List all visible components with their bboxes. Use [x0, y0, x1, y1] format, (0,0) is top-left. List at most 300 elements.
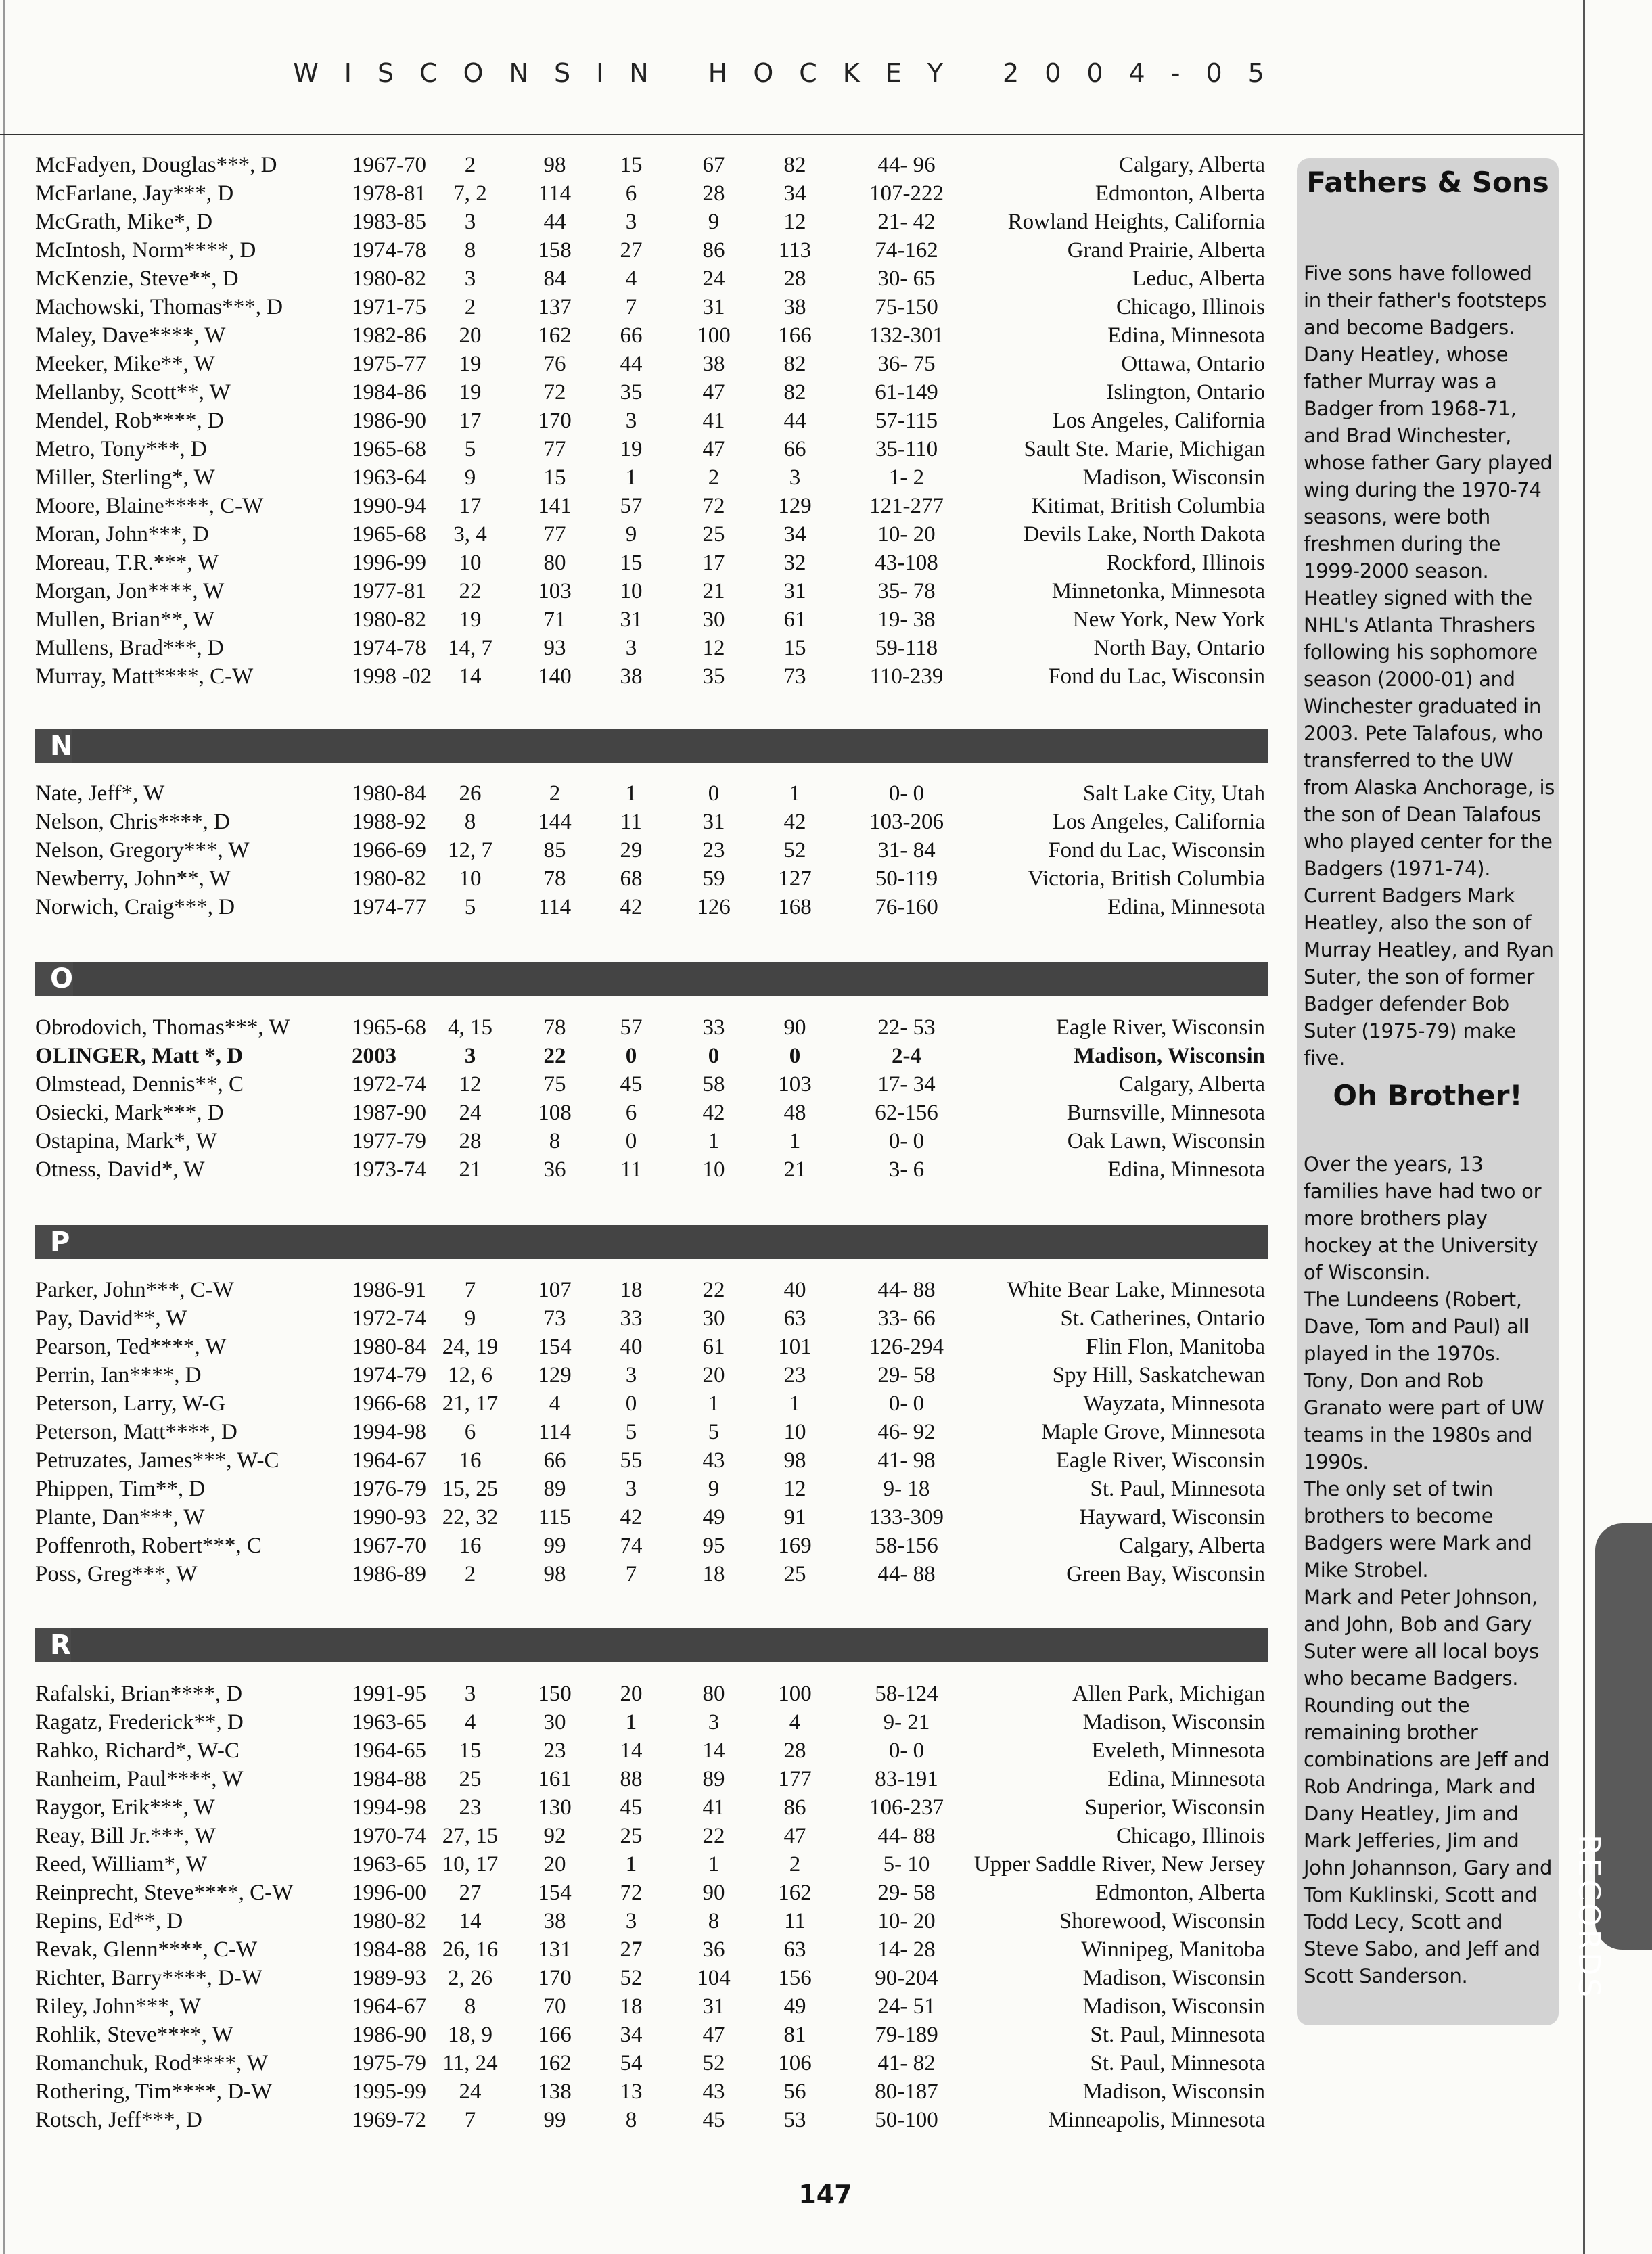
points: 28	[783, 1739, 806, 1763]
goals: 66	[620, 323, 643, 348]
assists: 5	[708, 1420, 720, 1444]
points: 3	[789, 465, 801, 490]
years: 1965-68	[352, 1015, 426, 1040]
hometown: North Bay, Ontario	[1093, 636, 1265, 660]
hometown: Rowland Heights, California	[1007, 210, 1265, 234]
years: 1990-93	[352, 1505, 426, 1530]
player-name: Reinprecht, Steve****, C-W	[35, 1881, 294, 1905]
games-played: 80	[543, 551, 566, 575]
points: 0	[789, 1044, 801, 1068]
points: 166	[778, 323, 812, 348]
games-played: 8	[549, 1129, 561, 1153]
years: 1978-81	[352, 181, 426, 206]
points: 1	[789, 1392, 801, 1416]
years: 1988-92	[352, 810, 426, 834]
goals: 72	[620, 1881, 643, 1905]
assists: 35	[702, 664, 725, 689]
games-played: 77	[543, 437, 566, 461]
hometown: Leduc, Alberta	[1132, 267, 1265, 291]
hometown: Eagle River, Wisconsin	[1055, 1015, 1265, 1040]
points: 169	[778, 1534, 812, 1558]
goals: 31	[620, 607, 643, 632]
table-row	[0, 2021, 1285, 2049]
years: 1972-74	[352, 1306, 426, 1331]
games-played: 77	[543, 522, 566, 547]
hometown: Madison, Wisconsin	[1082, 1710, 1265, 1734]
player-name: Metro, Tony***, D	[35, 437, 207, 461]
assists: 22	[702, 1824, 725, 1848]
goals: 40	[620, 1335, 643, 1359]
penalties: 44- 88	[877, 1562, 936, 1586]
points: 1	[789, 1129, 801, 1153]
goals: 14	[620, 1739, 643, 1763]
points: 52	[783, 838, 806, 862]
player-name: Reed, William*, W	[35, 1852, 208, 1877]
years: 1990-94	[352, 494, 426, 518]
games-played: 115	[538, 1505, 572, 1530]
years: 1970-74	[352, 1824, 426, 1848]
player-name: Reay, Bill Jr.***, W	[35, 1824, 216, 1848]
player-name: Moore, Blaine****, C-W	[35, 494, 264, 518]
penalties: 121-277	[869, 494, 944, 518]
letters: 16	[459, 1448, 482, 1473]
letters: 7, 2	[453, 181, 487, 206]
penalties: 50-119	[875, 867, 938, 891]
table-row	[0, 264, 1285, 293]
goals: 3	[625, 636, 637, 660]
games-played: 138	[538, 2079, 572, 2104]
penalties: 50-100	[875, 2108, 938, 2132]
goals: 0	[625, 1129, 637, 1153]
games-played: 107	[538, 1278, 572, 1302]
hometown: Madison, Wisconsin	[1082, 2079, 1265, 2104]
table-row	[0, 1389, 1285, 1418]
player-name: Richter, Barry****, D-W	[35, 1966, 262, 1990]
hometown: Grand Prairie, Alberta	[1067, 238, 1265, 262]
hometown: Calgary, Alberta	[1119, 1072, 1265, 1097]
games-played: 108	[538, 1101, 572, 1125]
section-bar-n	[35, 729, 1268, 763]
player-name: Peterson, Larry, W-G	[35, 1392, 226, 1416]
years: 1977-81	[352, 579, 426, 603]
games-played: 20	[543, 1852, 566, 1877]
player-name: Phippen, Tim**, D	[35, 1477, 206, 1501]
goals: 27	[620, 238, 643, 262]
games-played: 73	[543, 1306, 566, 1331]
years: 1966-69	[352, 838, 426, 862]
points: 44	[783, 409, 806, 433]
section-letter: R	[35, 1628, 71, 1662]
goals: 25	[620, 1824, 643, 1848]
letters: 2	[464, 295, 476, 319]
letters: 6	[464, 1420, 476, 1444]
penalties: 58-124	[875, 1682, 938, 1706]
player-name: Miller, Sterling*, W	[35, 465, 215, 490]
goals: 1	[625, 781, 637, 806]
assists: 24	[702, 267, 725, 291]
assists: 47	[702, 380, 725, 405]
years: 1975-79	[352, 2051, 426, 2075]
player-name: Moran, John***, D	[35, 522, 209, 547]
hometown: Upper Saddle River, New Jersey	[973, 1852, 1265, 1877]
table-row	[0, 1879, 1285, 1907]
penalties: 83-191	[875, 1767, 938, 1791]
section-letter: O	[35, 962, 73, 996]
hometown: Wayzata, Minnesota	[1083, 1392, 1265, 1416]
player-name: McKenzie, Steve**, D	[35, 267, 239, 291]
hometown: Ottawa, Ontario	[1121, 352, 1265, 376]
player-name: Nate, Jeff*, W	[35, 781, 165, 806]
goals: 1	[625, 1852, 637, 1877]
table-row	[0, 1276, 1285, 1304]
table-row	[0, 1304, 1285, 1333]
games-played: 114	[538, 895, 572, 919]
games-played: 103	[538, 579, 572, 603]
letters: 4	[464, 1710, 476, 1734]
player-name: Otness, David*, W	[35, 1157, 205, 1182]
player-name: McFarlane, Jay***, D	[35, 181, 234, 206]
letters: 19	[459, 380, 482, 405]
table-row	[0, 1042, 1285, 1070]
fathers-sons-text: Five sons have followed in their father's footsteps and become Badgers. Dany Heatley, whose father Murray was a Badger from 1968-71, and Brad Winchester, whose father Gary played wing during the 1970-74 seasons, were both freshmen during the 1999-2000 season. Heatley signed with the NHL's Atlanta Thrashers following his sophomore season (2000-01) and Winchester graduated in 2003. Pete Talafous, who transferred to the UW from Alaska Anchorage, is the son of Dean Talafous who played center for the Badgers (1971-74). Current Badgers Mark Heatley, also the son of Murray Heatley, and Ryan Suter, the son of former Badger defender Bob Suter (1975-79) make five.	[1304, 262, 1555, 1070]
penalties: 0- 0	[888, 1129, 925, 1153]
hometown: Salt Lake City, Utah	[1082, 781, 1265, 806]
years: 1964-65	[352, 1739, 426, 1763]
goals: 3	[625, 409, 637, 433]
hometown: Kitimat, British Columbia	[1031, 494, 1265, 518]
years: 1996-00	[352, 1881, 426, 1905]
goals: 74	[620, 1534, 643, 1558]
games-played: 71	[543, 607, 566, 632]
penalties: 35-110	[875, 437, 938, 461]
letters: 24, 19	[442, 1335, 499, 1359]
games-played: 162	[538, 323, 572, 348]
points: 90	[783, 1015, 806, 1040]
games-played: 78	[543, 867, 566, 891]
points: 32	[783, 551, 806, 575]
penalties: 10- 20	[877, 522, 936, 547]
hometown: Oak Lawn, Wisconsin	[1067, 1129, 1265, 1153]
letters: 5	[464, 895, 476, 919]
goals: 9	[625, 522, 637, 547]
goals: 45	[620, 1795, 643, 1820]
games-played: 141	[538, 494, 572, 518]
player-name: Revak, Glenn****, C-W	[35, 1937, 258, 1962]
player-name: Ranheim, Paul****, W	[35, 1767, 244, 1791]
assists: 31	[702, 295, 725, 319]
games-played: 144	[538, 810, 572, 834]
years: 1995-99	[352, 2079, 426, 2104]
table-row	[0, 179, 1285, 208]
table-row	[0, 1155, 1285, 1184]
goals: 3	[625, 1477, 637, 1501]
years: 1967-70	[352, 1534, 426, 1558]
player-name: McGrath, Mike*, D	[35, 210, 213, 234]
games-played: 66	[543, 1448, 566, 1473]
hometown: Chicago, Illinois	[1116, 295, 1265, 319]
assists: 17	[702, 551, 725, 575]
goals: 18	[620, 1994, 643, 2019]
goals: 57	[620, 494, 643, 518]
letters: 27	[459, 1881, 482, 1905]
assists: 22	[702, 1278, 725, 1302]
letters: 14	[459, 664, 482, 689]
assists: 9	[708, 1477, 720, 1501]
penalties: 57-115	[875, 409, 938, 433]
penalties: 44- 96	[877, 153, 936, 177]
years: 1980-82	[352, 267, 426, 291]
assists: 0	[708, 1044, 720, 1068]
player-name: Newberry, John**, W	[35, 867, 231, 891]
years: 1973-74	[352, 1157, 426, 1182]
letters: 22, 32	[442, 1505, 499, 1530]
points: 15	[783, 636, 806, 660]
letters: 15	[459, 1739, 482, 1763]
player-name: Ostapina, Mark*, W	[35, 1129, 217, 1153]
hometown: White Bear Lake, Minnesota	[1007, 1278, 1265, 1302]
hometown: Fond du Lac, Wisconsin	[1048, 664, 1265, 689]
points: 61	[783, 607, 806, 632]
records-section-tab	[1571, 1523, 1652, 2000]
letters: 15, 25	[442, 1477, 499, 1501]
assists: 100	[697, 323, 731, 348]
hometown: Hayward, Wisconsin	[1079, 1505, 1265, 1530]
table-row	[0, 1013, 1285, 1042]
games-played: 2	[549, 781, 561, 806]
assists: 3	[708, 1710, 720, 1734]
hometown: Edina, Minnesota	[1107, 1767, 1265, 1791]
hometown: Los Angeles, California	[1052, 810, 1265, 834]
table-row	[0, 236, 1285, 264]
assists: 59	[702, 867, 725, 891]
assists: 2	[708, 465, 720, 490]
assists: 0	[708, 781, 720, 806]
penalties: 79-189	[875, 2023, 938, 2047]
letters: 3	[464, 1044, 476, 1068]
letters: 17	[459, 409, 482, 433]
points: 40	[783, 1278, 806, 1302]
player-name: Olmstead, Dennis**, C	[35, 1072, 244, 1097]
goals: 3	[625, 210, 637, 234]
hometown: Edina, Minnesota	[1107, 895, 1265, 919]
table-row	[0, 808, 1285, 836]
table-row	[0, 2106, 1285, 2134]
player-name: Poss, Greg***, W	[35, 1562, 198, 1586]
penalties: 10- 20	[877, 1909, 936, 1933]
section-letter: P	[35, 1225, 70, 1259]
games-played: 158	[538, 238, 572, 262]
penalties: 58-156	[875, 1534, 938, 1558]
table-row	[0, 605, 1285, 634]
years: 1998 -02	[352, 664, 432, 689]
games-played: 98	[543, 1562, 566, 1586]
hometown: St. Paul, Minnesota	[1090, 2023, 1265, 2047]
letters: 9	[464, 465, 476, 490]
points: 113	[778, 238, 812, 262]
hometown: Burnsville, Minnesota	[1066, 1101, 1265, 1125]
games-played: 99	[543, 2108, 566, 2132]
penalties: 59-118	[875, 636, 938, 660]
letters: 3	[464, 267, 476, 291]
assists: 25	[702, 522, 725, 547]
section-bar-o	[35, 962, 1268, 996]
hometown: Minneapolis, Minnesota	[1048, 2108, 1265, 2132]
years: 1980-84	[352, 1335, 426, 1359]
hometown: Madison, Wisconsin	[1073, 1044, 1265, 1068]
goals: 45	[620, 1072, 643, 1097]
years: 1969-72	[352, 2108, 426, 2132]
years: 1963-65	[352, 1710, 426, 1734]
penalties: 103-206	[869, 810, 944, 834]
hometown: Madison, Wisconsin	[1082, 465, 1265, 490]
letters: 20	[459, 323, 482, 348]
player-name: Peterson, Matt****, D	[35, 1420, 237, 1444]
assists: 36	[702, 1937, 725, 1962]
assists: 49	[702, 1505, 725, 1530]
years: 1984-86	[352, 380, 426, 405]
games-played: 89	[543, 1477, 566, 1501]
years: 1984-88	[352, 1937, 426, 1962]
games-played: 22	[543, 1044, 566, 1068]
penalties: 74-162	[875, 238, 938, 262]
points: 82	[783, 352, 806, 376]
page-number: 147	[798, 2180, 852, 2209]
points: 86	[783, 1795, 806, 1820]
goals: 15	[620, 551, 643, 575]
goals: 34	[620, 2023, 643, 2047]
hometown: Allen Park, Michigan	[1072, 1682, 1265, 1706]
years: 1994-98	[352, 1420, 426, 1444]
sidebar-box	[1297, 158, 1559, 2025]
table-row	[0, 1850, 1285, 1879]
games-played: 98	[543, 153, 566, 177]
years: 1966-68	[352, 1392, 426, 1416]
table-row	[0, 1333, 1285, 1361]
points: 10	[783, 1420, 806, 1444]
table-row	[0, 577, 1285, 605]
assists: 72	[702, 494, 725, 518]
games-played: 44	[543, 210, 566, 234]
goals: 1	[625, 1710, 637, 1734]
player-name: Osiecki, Mark***, D	[35, 1101, 224, 1125]
assists: 52	[702, 2051, 725, 2075]
table-row	[0, 1736, 1285, 1765]
years: 1986-90	[352, 409, 426, 433]
assists: 23	[702, 838, 725, 862]
hometown: Edina, Minnesota	[1107, 323, 1265, 348]
goals: 68	[620, 867, 643, 891]
running-header: WISCONSIN HOCKEY 2004-05	[293, 58, 1290, 88]
letters: 24	[459, 1101, 482, 1125]
letters: 16	[459, 1534, 482, 1558]
table-row	[0, 350, 1285, 378]
points: 1	[789, 781, 801, 806]
hometown: Madison, Wisconsin	[1082, 1994, 1265, 2019]
letters: 12, 6	[448, 1363, 492, 1387]
years: 1967-70	[352, 153, 426, 177]
penalties: 44- 88	[877, 1278, 936, 1302]
goals: 13	[620, 2079, 643, 2104]
years: 1980-82	[352, 1909, 426, 1933]
games-played: 154	[538, 1335, 572, 1359]
hometown: Eveleth, Minnesota	[1091, 1739, 1265, 1763]
years: 1996-99	[352, 551, 426, 575]
games-played: 93	[543, 636, 566, 660]
goals: 8	[625, 2108, 637, 2132]
goals: 35	[620, 380, 643, 405]
penalties: 126-294	[869, 1335, 944, 1359]
player-name: Murray, Matt****, C-W	[35, 664, 254, 689]
penalties: 9- 21	[883, 1710, 930, 1734]
points: 101	[778, 1335, 812, 1359]
player-name: OLINGER, Matt *, D	[35, 1044, 244, 1068]
penalties: 30- 65	[877, 267, 936, 291]
table-row	[0, 1793, 1285, 1822]
hometown: Eagle River, Wisconsin	[1055, 1448, 1265, 1473]
goals: 29	[620, 838, 643, 862]
games-played: 129	[538, 1363, 572, 1387]
goals: 7	[625, 295, 637, 319]
letters: 14, 7	[448, 636, 492, 660]
player-name: Poffenroth, Robert***, C	[35, 1534, 262, 1558]
player-name: Nelson, Chris****, D	[35, 810, 230, 834]
player-name: Morgan, Jon****, W	[35, 579, 225, 603]
player-name: Rothering, Tim****, D-W	[35, 2079, 273, 2104]
table-row	[0, 779, 1285, 808]
penalties: 2-4	[892, 1044, 921, 1068]
letters: 21, 17	[442, 1392, 499, 1416]
points: 34	[783, 181, 806, 206]
goals: 27	[620, 1937, 643, 1962]
points: 177	[778, 1767, 812, 1791]
penalties: 133-309	[869, 1505, 944, 1530]
letters: 11, 24	[442, 2051, 498, 2075]
player-name: Rotsch, Jeff***, D	[35, 2108, 202, 2132]
section-letter: N	[35, 729, 72, 763]
assists: 126	[697, 895, 731, 919]
games-played: 161	[538, 1767, 572, 1791]
player-name: Raygor, Erik***, W	[35, 1795, 215, 1820]
assists: 43	[702, 2079, 725, 2104]
points: 129	[778, 494, 812, 518]
hometown: Victoria, British Columbia	[1028, 867, 1265, 891]
points: 106	[778, 2051, 812, 2075]
points: 91	[783, 1505, 806, 1530]
penalties: 9- 18	[883, 1477, 930, 1501]
assists: 30	[702, 607, 725, 632]
points: 47	[783, 1824, 806, 1848]
hometown: Shorewood, Wisconsin	[1059, 1909, 1265, 1933]
years: 1980-82	[352, 867, 426, 891]
hometown: Calgary, Alberta	[1119, 153, 1265, 177]
letters: 21	[459, 1157, 482, 1182]
games-played: 170	[538, 1966, 572, 1990]
assists: 12	[702, 636, 725, 660]
table-row	[0, 492, 1285, 520]
penalties: 61-149	[875, 380, 938, 405]
goals: 52	[620, 1966, 643, 1990]
assists: 90	[702, 1881, 725, 1905]
table-row	[0, 634, 1285, 662]
letters: 2, 26	[448, 1966, 492, 1990]
letters: 22	[459, 579, 482, 603]
games-played: 99	[543, 1534, 566, 1558]
assists: 33	[702, 1015, 725, 1040]
player-name: Plante, Dan***, W	[35, 1505, 205, 1530]
table-row	[0, 407, 1285, 435]
penalties: 17- 34	[877, 1072, 936, 1097]
years: 1971-75	[352, 295, 426, 319]
